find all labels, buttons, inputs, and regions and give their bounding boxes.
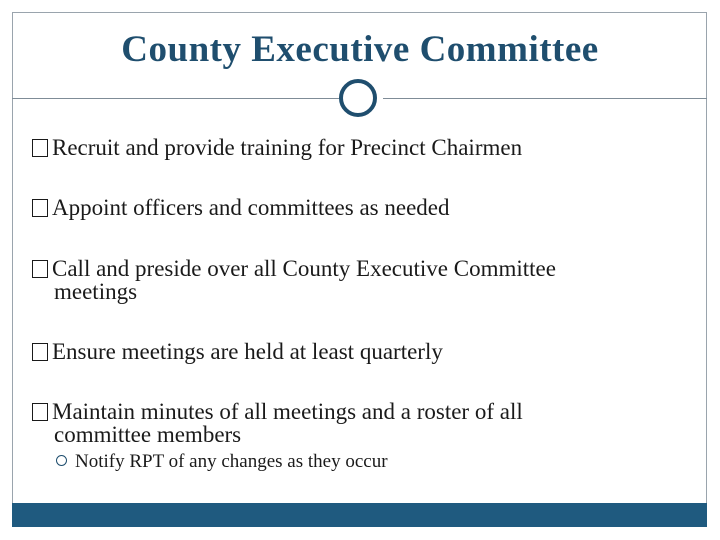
sub-bullet-text: Notify RPT of any changes as they occur xyxy=(75,451,388,472)
title-divider-right xyxy=(383,98,707,99)
bullet-text: Appoint officers and committees as needed xyxy=(52,195,450,220)
bullet-marker-icon xyxy=(32,139,48,157)
sub-bullet-item xyxy=(56,451,388,473)
footer-bar xyxy=(12,503,707,527)
bullet-item xyxy=(32,136,672,159)
bullet-item xyxy=(32,340,672,363)
bullet-text: Maintain minutes of all meetings and a roster of all xyxy=(52,399,523,424)
title-divider-left xyxy=(12,98,339,99)
bullet-text: Call and preside over all County Executive Committee xyxy=(52,256,556,281)
bullet-marker-icon xyxy=(32,403,48,421)
bullet-marker-icon xyxy=(32,260,48,278)
bullet-text-continuation: meetings xyxy=(54,279,138,304)
circle-bullet-icon xyxy=(56,455,67,466)
bullet-marker-icon xyxy=(32,199,48,217)
bullet-item xyxy=(32,257,672,303)
divider-circle-ornament xyxy=(339,79,377,117)
bullet-marker-icon xyxy=(32,343,48,361)
slide-title: County Executive Committee xyxy=(121,29,599,70)
bullet-item xyxy=(32,400,672,446)
bullet-text-continuation: committee members xyxy=(54,422,242,447)
bullet-text: Recruit and provide training for Precinct Chairmen xyxy=(52,135,523,160)
bullet-text: Ensure meetings are held at least quarterly xyxy=(52,339,443,364)
bullet-item xyxy=(32,196,672,219)
